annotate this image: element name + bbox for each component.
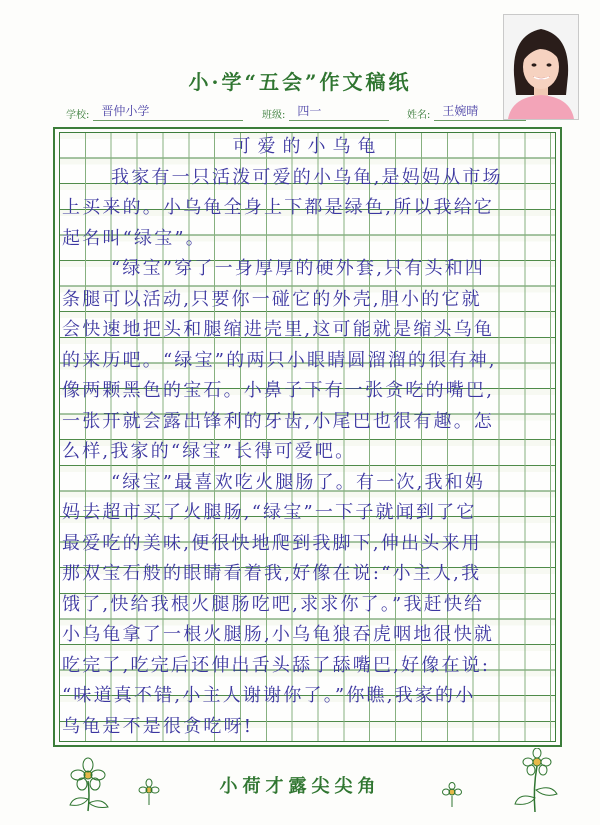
class-value: 四一: [297, 104, 322, 118]
essay-line: 上买来的。小乌龟全身上下都是绿色,所以我给它: [62, 197, 495, 218]
school-label: 学校:: [66, 110, 90, 121]
essay-line: “绿宝”最喜欢吃火腿肠了。有一次,我和妈: [111, 471, 486, 493]
class-field: [262, 106, 389, 121]
essay-line: 饿了,快给我根火腿肠吃吧,求求你了。”我赶快给: [62, 593, 485, 615]
essay-line: 我家有一只活泼可爱的小乌龟,是妈妈从市场: [111, 166, 503, 188]
essay-line: 吃完了,吃完后还伸出舌头舔了舔嘴巴,好像在说:: [62, 654, 491, 676]
essay-line: 条腿可以活动,只要你一碰它的外壳,胆小的它就: [62, 288, 482, 310]
essay-line: 小乌龟拿了一根火腿肠,小乌龟狼吞虎咽地很快就: [62, 624, 495, 645]
essay-line: 么样,我家的“绿宝”长得可爱吧。: [62, 441, 356, 462]
essay-line: 起名叫“绿宝”。: [62, 227, 207, 249]
name-field: [407, 106, 526, 121]
essay-line: 妈去超市买了火腿肠,“绿宝”一下子就闻到了它: [62, 502, 477, 523]
essay-line: 会快速地把头和腿缩进壳里,这可能就是缩头乌龟: [62, 319, 495, 340]
small-flower-icon: [438, 782, 466, 808]
essay-line: 像两颗黑色的宝石。小鼻子下有一张贪吃的嘴巴,: [62, 380, 495, 401]
essay-line: 那双宝石般的眼睛看着我,好像在说:“小主人,我: [62, 563, 482, 584]
essay-line: “味道真不错,小主人谢谢你了。”你瞧,我家的小: [62, 685, 476, 706]
essay-line: 乌龟是不是很贪吃呀!: [62, 715, 254, 737]
essay-body: [59, 132, 556, 742]
essay-line: 一张开就会露出锋利的牙齿,小尾巴也很有趣。怎: [62, 410, 495, 432]
name-label: 姓名:: [407, 110, 431, 121]
name-value: 王婉晴: [442, 104, 479, 118]
essay-title: 可爱的小乌龟: [232, 136, 383, 157]
class-label: 班级:: [262, 110, 286, 121]
essay-line: 的来历吧。“绿宝”的两只小眼睛圆溜溜的很有神,: [62, 349, 497, 371]
sheet-title: 小·学“五会”作文稿纸: [188, 70, 412, 94]
essay-line: 最爱吃的美味,便很快地爬到我脚下,伸出头来用: [62, 532, 482, 554]
essay-line: “绿宝”穿了一身厚厚的硬外套,只有头和四: [111, 258, 486, 279]
school-field: [66, 106, 243, 121]
flower-icon: [505, 748, 567, 814]
footer-slogan: 小荷才露尖尖角: [219, 776, 381, 797]
school-value: 晋仲小学: [101, 104, 150, 118]
